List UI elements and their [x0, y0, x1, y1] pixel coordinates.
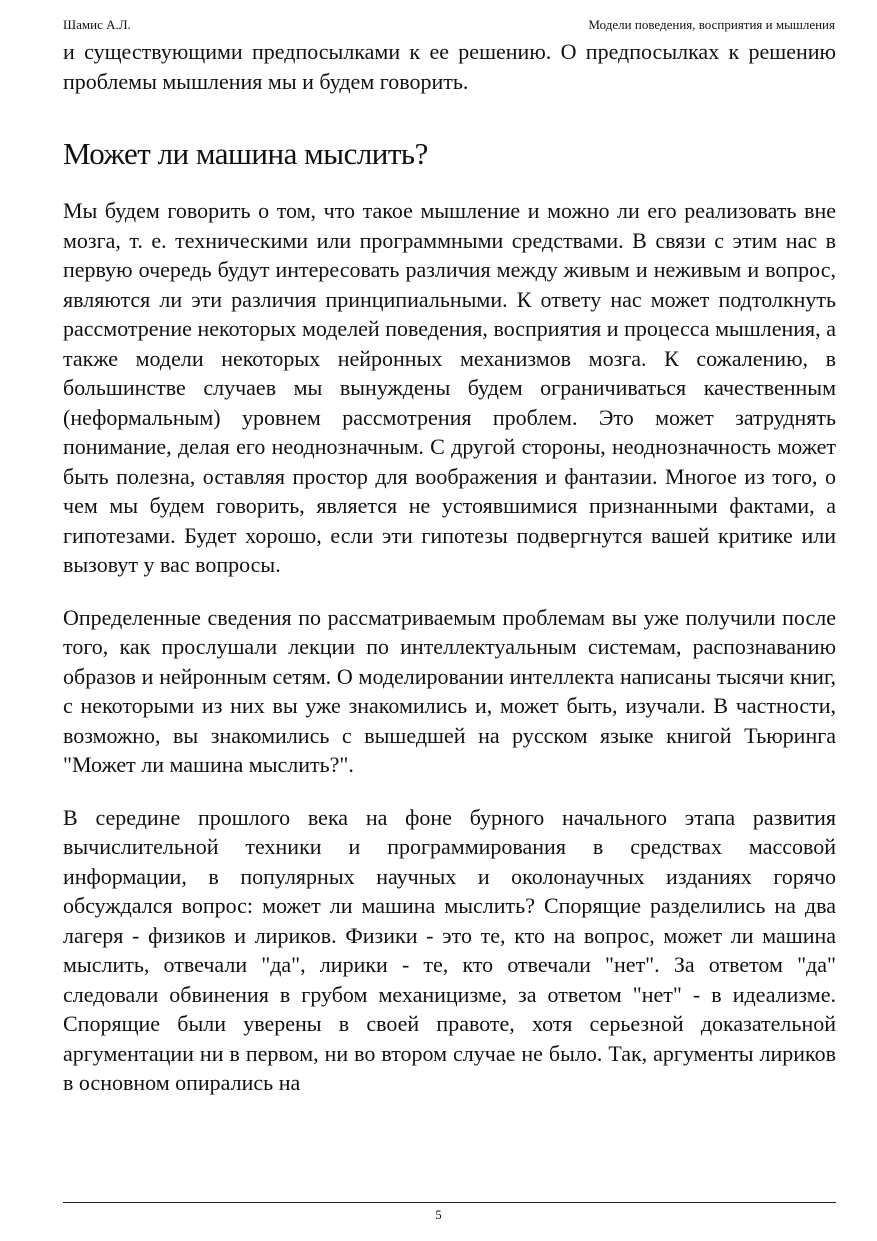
footer-divider [63, 1202, 836, 1203]
body-paragraph: Определенные сведения по рассматриваемым проблемам вы уже получили после того, как прослушали лекции по интеллектуальным системам, распознаванию образов и нейронным сетям. О моделировании интеллекта написаны тысячи книг, с некоторыми из них вы уже знакомились и, может быть, изучали. В частности, возможно, вы знакомились с вышедшей на русском языке книгой Тьюринга "Может ли машина мыслить?". [63, 604, 836, 777]
intro-paragraph: и существующими предпосылками к ее решению. О предпосылках к решению проблемы мышления мы и будем говорить. [63, 39, 836, 94]
section-heading: Может ли машина мыслить? [63, 136, 428, 171]
header-document-title: Модели поведения, восприятия и мышления [588, 17, 835, 32]
body-paragraph: Мы будем говорить о том, что такое мышление и можно ли его реализовать вне мозга, т. е. техническими или программными средствами. В связи с этим нас в первую очередь будут интересовать различия между живым и неживым и вопрос, являются ли эти различия принципиальными. К ответу нас может подтолкнуть рассмотрение некоторых моделей поведения, восприятия и процесса мышления, а также модели некоторых нейронных механизмов мозга. К сожалению, в большинстве случаев мы вынуждены будем ограничиваться качественным (неформальным) уровнем рассмотрения проблем. Это может затруднять понимание, делая его неоднозначным. С другой стороны, неоднозначность может быть полезна, оставляя простор для воображения и фантазии. Многое из того, о чем мы будем говорить, является не устоявшимися признанными фактами, а гипотезами. Будет хорошо, если эти гипотезы подвергнутся вашей критике или вызовут у вас вопросы. [63, 198, 836, 577]
page-number: 5 [435, 1207, 442, 1222]
running-header [63, 16, 835, 34]
header-author: Шамис А.Л. [63, 17, 131, 32]
page-content [63, 37, 836, 1098]
body-paragraph: В середине прошлого века на фоне бурного начального этапа развития вычислительной техники и программирования в средствах массовой информации, в популярных научных и околонаучных изданиях горячо обсуждался вопрос: может ли машина мыслить? Спорящие разделились на два лагеря - физиков и лириков. Физики - это те, кто на вопрос, может ли машина мыслить, отвечали "да", лирики - те, кто отвечали "нет". За ответом "да" следовали обвинения в грубом механицизме, за ответом "нет" - в идеализме. Спорящие были уверены в своей правоте, хотя серьезной доказательной аргументации ни в первом, ни во втором случае не было. Так, аргументы лириков в основном опирались на [63, 804, 836, 1095]
